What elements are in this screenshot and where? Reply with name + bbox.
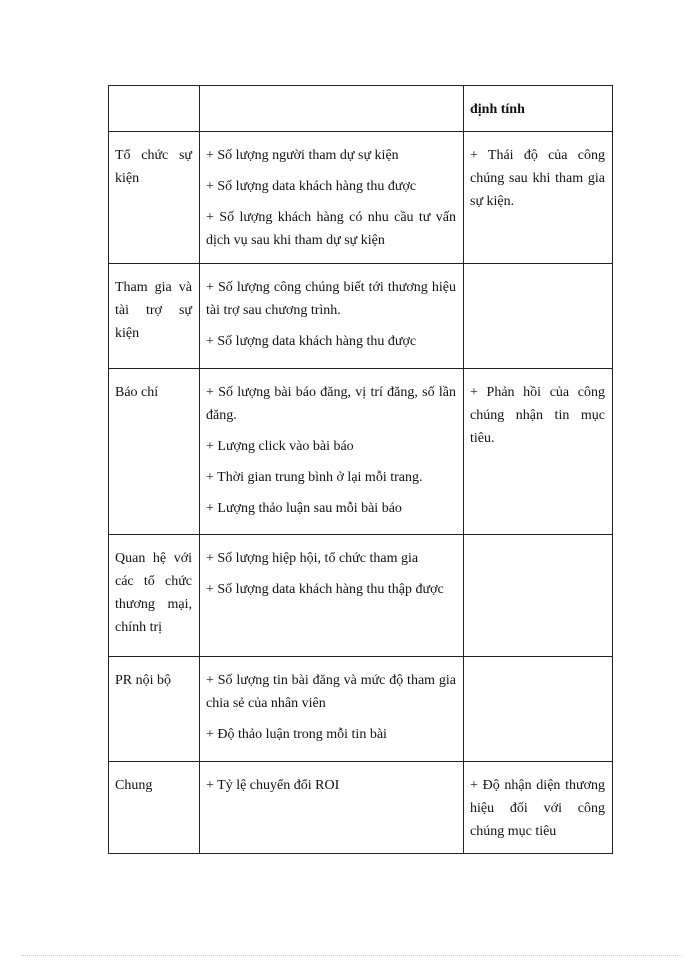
activity-name: Tham gia và tài trợ sự kiện <box>109 264 200 369</box>
metric-item: + Số lượng data khách hàng thu được <box>206 334 417 349</box>
table-row <box>109 132 613 264</box>
page-bottom-divider <box>22 955 682 956</box>
table-row <box>109 535 613 657</box>
quantitative-metrics <box>200 132 464 264</box>
activity-name: Tổ chức sự kiện <box>109 132 200 264</box>
quantitative-metrics <box>200 264 464 369</box>
qualitative-metric <box>464 657 613 762</box>
quantitative-metrics <box>200 535 464 657</box>
metric-item: + Độ thảo luận trong mỗi tin bài <box>206 727 387 742</box>
quantitative-metrics <box>200 369 464 535</box>
kpi-table <box>108 85 613 854</box>
qualitative-metric: + Độ nhận diện thương hiệu đối với công chúng mục tiêu <box>464 762 613 854</box>
metric-item: + Số lượng hiệp hội, tổ chức tham gia <box>206 551 419 566</box>
metric-item: + Lượng click vào bài báo <box>206 439 354 454</box>
metric-item: + Thời gian trung bình ở lại mỗi trang. <box>206 470 423 485</box>
table-header-row <box>109 86 613 132</box>
qualitative-metric <box>464 535 613 657</box>
activity-name: PR nội bộ <box>109 657 200 762</box>
header-cell-2 <box>200 86 464 132</box>
table-row <box>109 369 613 535</box>
metric-item: + Số lượng công chúng biết tới thương hiệu tài trợ sau chương trình. <box>206 280 456 318</box>
header-cell-qualitative: định tính <box>464 86 613 132</box>
activity-name: Chung <box>109 762 200 854</box>
activity-name: Báo chí <box>109 369 200 535</box>
qualitative-metric: + Phản hồi của công chúng nhận tin mục tiêu. <box>464 369 613 535</box>
metric-item: + Số lượng data khách hàng thu được <box>206 179 417 194</box>
table-row <box>109 657 613 762</box>
table-row <box>109 762 613 854</box>
metric-item: + Số lượng data khách hàng thu thập được <box>206 582 444 597</box>
qualitative-metric: + Thái độ của công chúng sau khi tham gia sự kiện. <box>464 132 613 264</box>
metric-item: + Số lượng khách hàng có nhu cầu tư vấn dịch vụ sau khi tham dự sự kiện <box>206 210 456 248</box>
metric-item: + Số lượng người tham dự sự kiện <box>206 148 399 163</box>
metric-item: + Lượng thảo luận sau mỗi bài báo <box>206 501 402 516</box>
activity-name: Quan hệ với các tổ chức thương mại, chính trị <box>109 535 200 657</box>
metric-item: + Số lượng tin bài đăng và mức độ tham gia chia sẻ của nhân viên <box>206 673 456 711</box>
metric-item: + Số lượng bài báo đăng, vị trí đăng, số lần đăng. <box>206 385 456 423</box>
quantitative-metrics <box>200 657 464 762</box>
qualitative-metric <box>464 264 613 369</box>
header-cell-1 <box>109 86 200 132</box>
quantitative-metrics <box>200 762 464 854</box>
table-row <box>109 264 613 369</box>
metric-item: + Tỷ lệ chuyển đổi ROI <box>206 778 340 793</box>
